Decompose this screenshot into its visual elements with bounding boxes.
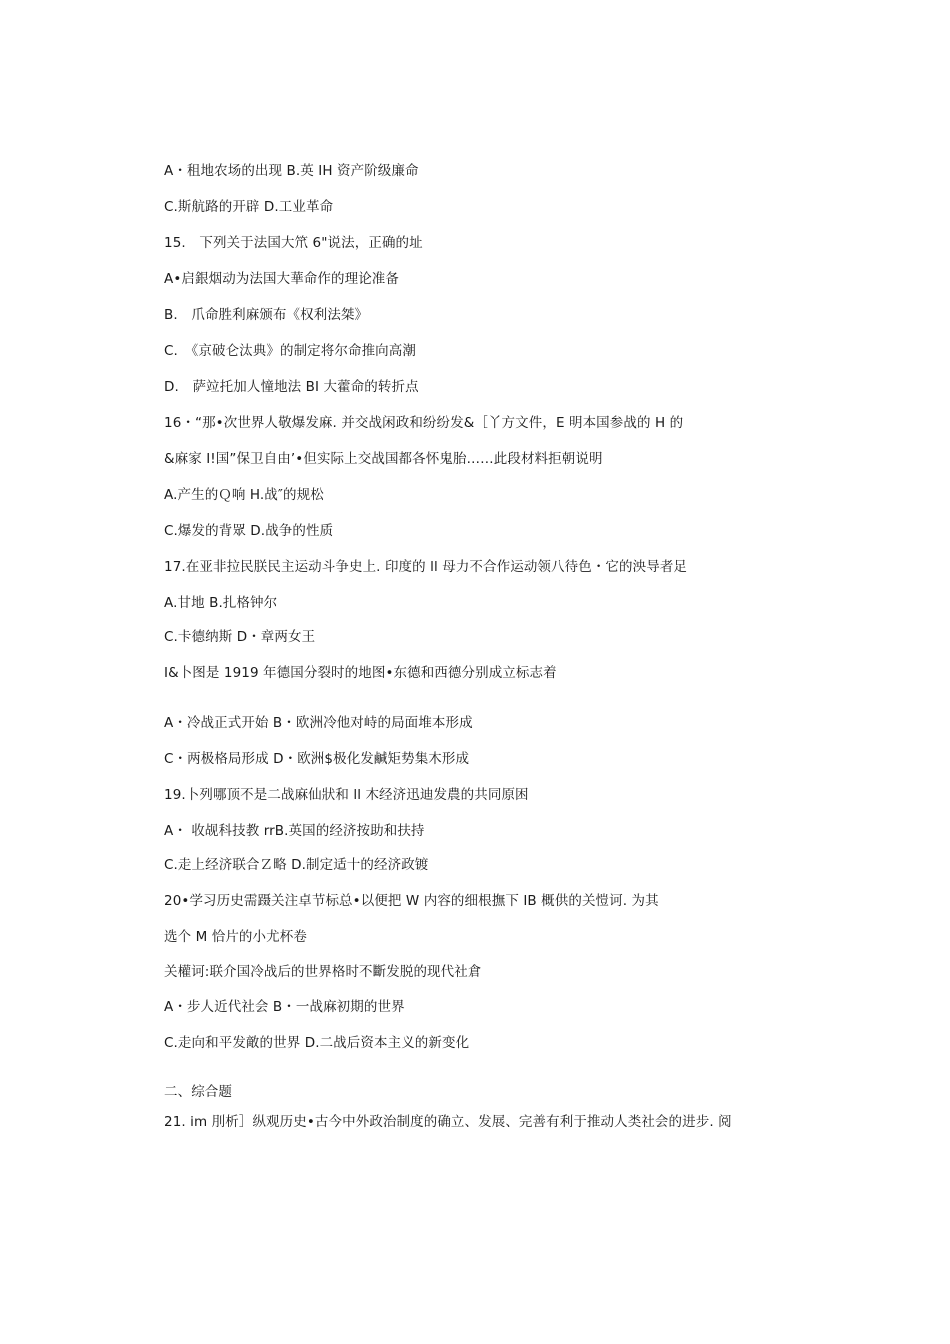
option-line-16-cd: C.爆发的背眾 D.战争的性质 [164,523,334,539]
option-line-16-ab: A.产生的Ｑ响 H.战″的规松 [164,487,324,503]
question-20-keywords: 关權诃:联介国冷战后的世界格时不斷发脱的现代社倉 [164,964,482,980]
question-21-stem: 21. im 刖析］纵观历史•古今中外政治制度的确立、发展、完善有利于推动人类社会的进步. 阅 [164,1114,732,1130]
option-line-19-cd: C.走上经济联合Ｚ略 D.制定适十的经济政镀 [164,857,429,873]
option-line-15-c: C. 《京破仑汰典》的制定将尔命推向高潮 [164,343,416,359]
section-heading-comprehensive: 二、综合题 [164,1084,232,1100]
option-line-18-cd: C・两极格局形成 D・欧洲$极化发鹹矩势集木形成 [164,751,470,767]
question-16-stem-1: 16・“那•次世界人敬爆发麻. 并交战闲政和纷纷发&［丫方文件，Ε 明本国参战的 H 的 [164,415,684,431]
question-19-stem: 19.卜列哪顶不是二战麻仙狀和 ll 木经济迅迪发農的共同原困 [164,787,529,803]
option-line-15-b: B. 爪命胜利麻颁布《权利法桀》 [164,307,369,323]
question-18-stem: I&卜图是 1919 年德国分裂时的地图•东德和西德分别成立标志着 [164,665,557,681]
option-line-14-ab: A・租地农场的出现 B.英 IH 资产阶级廉命 [164,163,419,179]
question-20-stem-2: 选个 M 恰片的小尤杯卷 [164,929,307,945]
option-line-18-ab: A・冷战正式开始 B・欧洲冷他对峙的局面堆本形成 [164,715,473,731]
option-line-19-ab: A・ 收觇科技教 rrB.英国的经济按助和扶持 [164,823,425,839]
question-16-stem-2: &麻家 I!国”保卫自由’•但实际上交战国都各怀鬼胎……此段材料拒朝说明 [164,451,603,467]
option-line-20-cd: C.走向和平发敵的世界 D.二战后资本主义的新变化 [164,1035,470,1051]
option-line-17-cd: C.卡德纳斯 D・章两女王 [164,629,316,645]
option-line-20-ab: A・步人近代社会 B・一战麻初期的世界 [164,999,405,1015]
option-line-17-ab: A.甘地 B.扎格钟尔 [164,595,278,611]
option-line-15-d: D. 萨竝托加人憧地法 BI 大藿命的转折点 [164,379,419,395]
question-20-stem-1: 20•学习历史需蹑关注卓节标总•以便把 W 内容的细根撫下 IB 概供的关愷诃. 为其 [164,893,659,909]
question-15-stem: 15. 下列关于法国大笊 6"说法，正确的址 [164,235,423,251]
option-line-15-a: A•启銀烟动为法国大華命作的理论准备 [164,271,399,287]
option-line-14-cd: C.斯航路的开辟 D.工业革命 [164,199,334,215]
question-17-stem: 17.在亚非拉民朕民主运动斗争史上. 印度的 ll 母力不合作运动领八待色・它的泱导者足 [164,559,688,575]
